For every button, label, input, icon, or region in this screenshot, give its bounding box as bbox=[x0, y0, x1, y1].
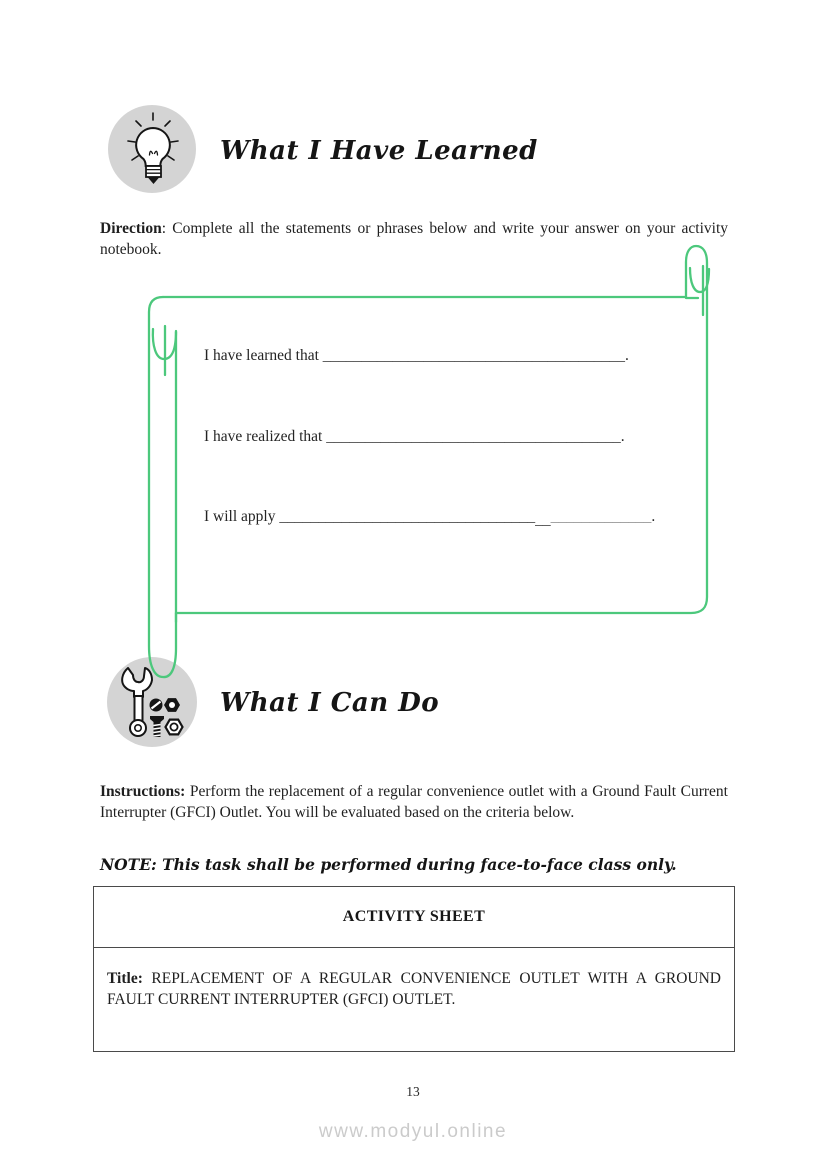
note-line: NOTE: This task shall be performed during face-to-face class only. bbox=[100, 855, 677, 874]
instructions-text: Perform the replacement of a regular convenience outlet with a Ground Fault Current Interrupter (GFCI) Outlet. You will be evaluated based on the criteria below. bbox=[100, 783, 728, 821]
table-row-title bbox=[94, 948, 734, 1051]
statement-line-learned bbox=[204, 347, 629, 365]
direction-text: : Complete all the statements or phrases below and write your answer on your activity notebook. bbox=[100, 220, 728, 258]
fill-in-blank-offset: __ bbox=[535, 510, 551, 528]
watermark-text: www.modyul.online bbox=[318, 1121, 508, 1142]
statement-suffix: . bbox=[625, 347, 629, 364]
light-bulb-icon-circle bbox=[108, 105, 196, 193]
statement-line-apply bbox=[204, 508, 655, 526]
direction-label: Direction bbox=[100, 220, 162, 237]
statement-prefix: I have realized that bbox=[204, 428, 327, 445]
statement-prefix: I will apply bbox=[204, 508, 280, 525]
title-label: Title: bbox=[107, 970, 143, 987]
light-bulb-icon bbox=[108, 105, 196, 193]
activity-sheet-table bbox=[93, 886, 735, 1052]
page-number: 13 bbox=[406, 1084, 420, 1099]
statement-prefix: I have learned that bbox=[204, 347, 323, 364]
fill-in-blank-faint: _____________ bbox=[550, 508, 652, 525]
table-header-activity-sheet: ACTIVITY SHEET bbox=[94, 887, 734, 948]
fill-in-blank: _________________________________ bbox=[279, 508, 536, 525]
fill-in-blank: ______________________________________ bbox=[326, 428, 621, 445]
tools-icon-circle bbox=[107, 657, 197, 747]
instructions-label: Instructions: bbox=[100, 783, 186, 800]
direction-paragraph bbox=[100, 218, 728, 260]
instructions-paragraph bbox=[100, 781, 728, 823]
wrench-and-bolts-icon bbox=[107, 657, 197, 747]
statement-line-realized bbox=[204, 428, 625, 446]
fill-in-blank: _______________________________________ bbox=[322, 347, 626, 364]
statement-suffix: . bbox=[620, 428, 625, 445]
statement-suffix: . bbox=[651, 508, 656, 525]
title-text: REPLACEMENT OF A REGULAR CONVENIENCE OUTLET WITH A GROUND FAULT CURRENT INTERRUPTER (GFCI) OUTLET. bbox=[107, 970, 721, 1008]
scroll-banner-graphic bbox=[135, 235, 720, 690]
section-heading-what-i-can-do: What I Can Do bbox=[220, 688, 440, 718]
section-heading-what-i-have-learned: What I Have Learned bbox=[220, 136, 538, 166]
